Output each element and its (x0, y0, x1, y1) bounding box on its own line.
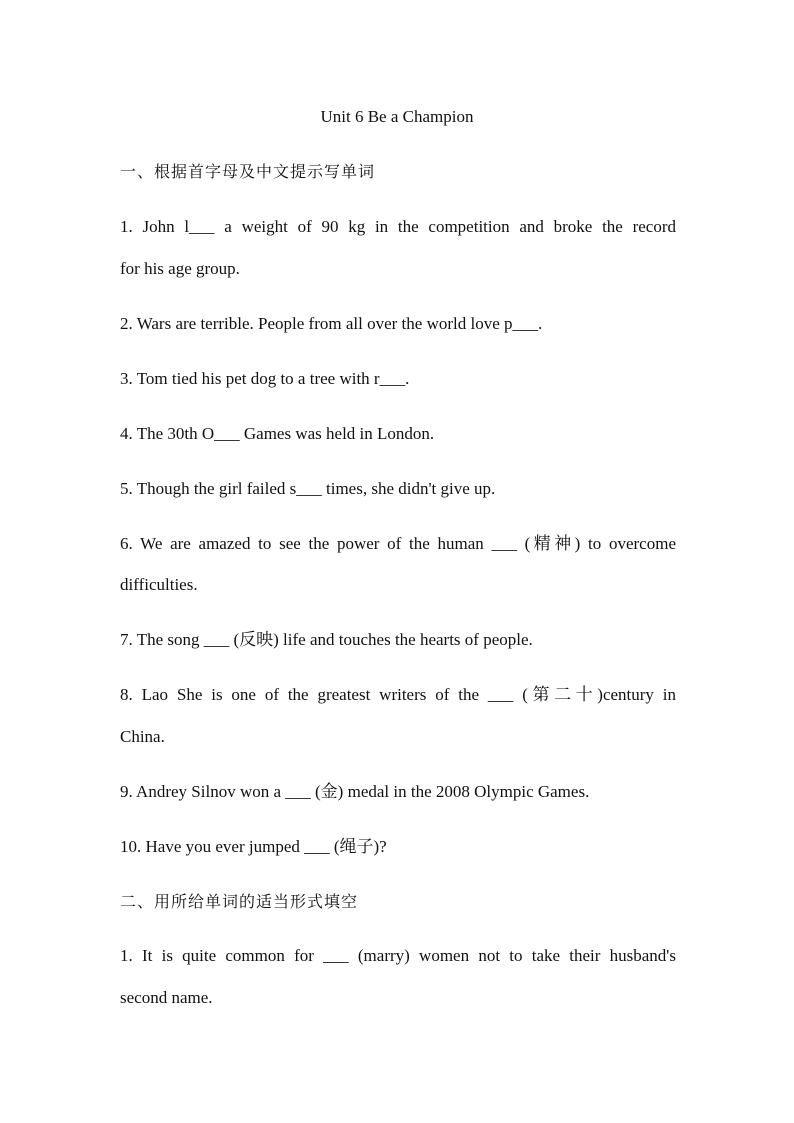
section-2-heading: 二、用所给单词的适当形式填空 (120, 892, 359, 911)
question-5: 5. Though the girl failed s___ times, she didn't give up. (120, 479, 496, 498)
page-title: Unit 6 Be a Champion (320, 107, 474, 126)
section-2-question-1-line-2: second name. (120, 988, 213, 1007)
section-1-heading: 一、根据首字母及中文提示写单词 (120, 162, 376, 181)
question-2: 2. Wars are terrible. People from all over the world love p___. (120, 314, 543, 333)
section-2-question-1-line-1: 1. It is quite common for ___ (marry) women not to take their husband's (120, 946, 676, 965)
question-6-line-2: difficulties. (120, 575, 198, 594)
question-9: 9. Andrey Silnov won a ___ (金) medal in the 2008 Olympic Games. (120, 782, 590, 801)
question-7: 7. The song ___ (反映) life and touches the hearts of people. (120, 630, 533, 649)
question-8-line-2: China. (120, 727, 165, 746)
question-3: 3. Tom tied his pet dog to a tree with r___. (120, 369, 410, 388)
question-10: 10. Have you ever jumped ___ (绳子)? (120, 837, 387, 856)
question-8-line-1: 8. Lao She is one of the greatest writers of the ___ (第二十)century in (120, 685, 676, 704)
question-4: 4. The 30th O___ Games was held in London. (120, 424, 435, 443)
question-6-line-1: 6. We are amazed to see the power of the human ___ (精神) to overcome (120, 534, 676, 553)
question-1-line-2: for his age group. (120, 259, 240, 278)
question-1-line-1: 1. John l___ a weight of 90 kg in the competition and broke the record (120, 217, 676, 236)
